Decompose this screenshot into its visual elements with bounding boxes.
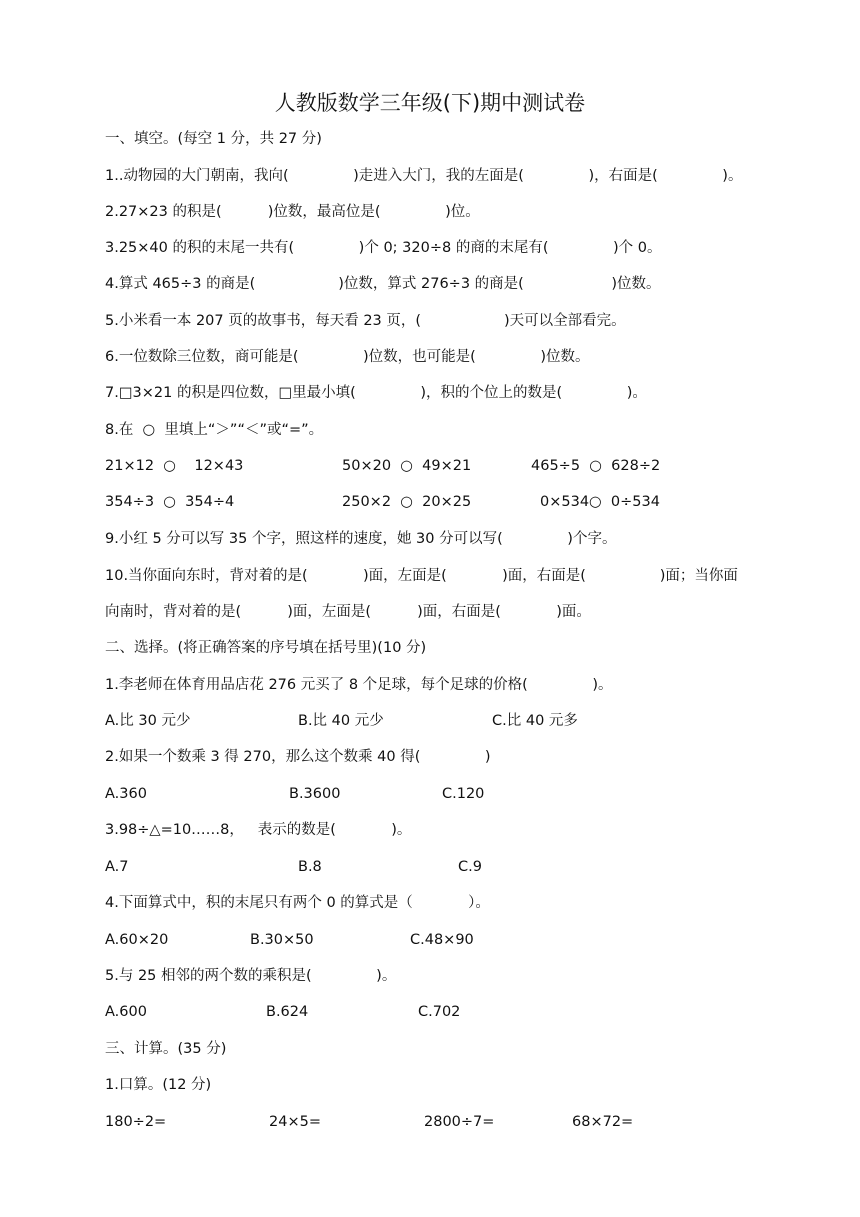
question-1-7: 7.□3×21 的积是四位数，□里最小填( )，积的个位上的数是( )。 <box>105 385 647 401</box>
section-3-heading: 三、计算。(35 分) <box>105 1041 227 1057</box>
compare-item: 250×2 ○ 20×25 <box>342 494 472 510</box>
question-1-6: 6.一位数除三位数，商可能是( )位数，也可能是( )位数。 <box>105 349 590 365</box>
option-c: C.比 40 元多 <box>492 713 578 729</box>
question-2-5: 5.与 25 相邻的两个数的乘积是( )。 <box>105 968 397 984</box>
question-2-4: 4.下面算式中，积的末尾只有两个 0 的算式是（ ）。 <box>105 895 490 911</box>
calc-item: 2800÷7= <box>424 1114 495 1130</box>
option-b: B.3600 <box>289 786 341 802</box>
option-b: B.30×50 <box>250 932 314 948</box>
option-a: A.比 30 元少 <box>105 713 191 729</box>
option-c: C.702 <box>418 1004 461 1020</box>
question-2-1: 1.李老师在体育用品店花 276 元买了 8 个足球，每个足球的价格( )。 <box>105 677 613 693</box>
option-b: B.624 <box>266 1004 309 1020</box>
question-2-3: 3.98÷△=10……8， 表示的数是( )。 <box>105 822 412 838</box>
option-b: B.比 40 元少 <box>298 713 384 729</box>
option-b: B.8 <box>298 859 322 875</box>
question-1-2: 2.27×23 的积是( )位数，最高位是( )位。 <box>105 204 480 220</box>
section-2-heading: 二、选择。(将正确答案的序号填在括号里)(10 分) <box>105 640 427 656</box>
calc-item: 180÷2= <box>105 1114 167 1130</box>
question-1-10-cont: 向南时，背对着的是( )面，左面是( )面，右面是( )面。 <box>105 604 591 620</box>
section-3-1-heading: 1.口算。(12 分) <box>105 1077 212 1093</box>
section-1-heading: 一、填空。(每空 1 分，共 27 分) <box>105 131 322 147</box>
question-1-5: 5.小米看一本 207 页的故事书，每天看 23 页，( )天可以全部看完。 <box>105 313 626 329</box>
option-a: A.360 <box>105 786 147 802</box>
option-c: C.120 <box>442 786 485 802</box>
compare-item: 50×20 ○ 49×21 <box>342 458 472 474</box>
calc-item: 68×72= <box>572 1114 634 1130</box>
option-c: C.48×90 <box>410 932 474 948</box>
option-a: A.7 <box>105 859 129 875</box>
question-1-10: 10.当你面向东时，背对着的是( )面，左面是( )面，右面是( )面；当你面 <box>105 568 738 584</box>
calc-item: 24×5= <box>269 1114 321 1130</box>
question-1-1: 1..动物园的大门朝南，我向( )走进入大门，我的左面是( )，右面是( )。 <box>105 168 743 184</box>
page-title: 人教版数学三年级(下)期中测试卷 <box>274 91 586 115</box>
question-1-3: 3.25×40 的积的末尾一共有( )个 0; 320÷8 的商的末尾有( )个 0。 <box>105 240 662 256</box>
question-1-8: 8.在 ○ 里填上“＞”“＜”或“=”。 <box>105 422 324 438</box>
compare-item: 0×534○ 0÷534 <box>540 494 660 510</box>
option-a: A.60×20 <box>105 932 169 948</box>
question-1-4: 4.算式 465÷3 的商是( )位数，算式 276÷3 的商是( )位数。 <box>105 276 661 292</box>
question-1-9: 9.小红 5 分可以写 35 个字，照这样的速度，她 30 分可以写( )个字。 <box>105 531 617 547</box>
question-2-2: 2.如果一个数乘 3 得 270，那么这个数乘 40 得( ) <box>105 749 491 765</box>
option-c: C.9 <box>458 859 482 875</box>
option-a: A.600 <box>105 1004 147 1020</box>
compare-item: 354÷3 ○ 354÷4 <box>105 494 235 510</box>
compare-item: 21×12 ○ 12×43 <box>105 458 244 474</box>
compare-item: 465÷5 ○ 628÷2 <box>531 458 661 474</box>
